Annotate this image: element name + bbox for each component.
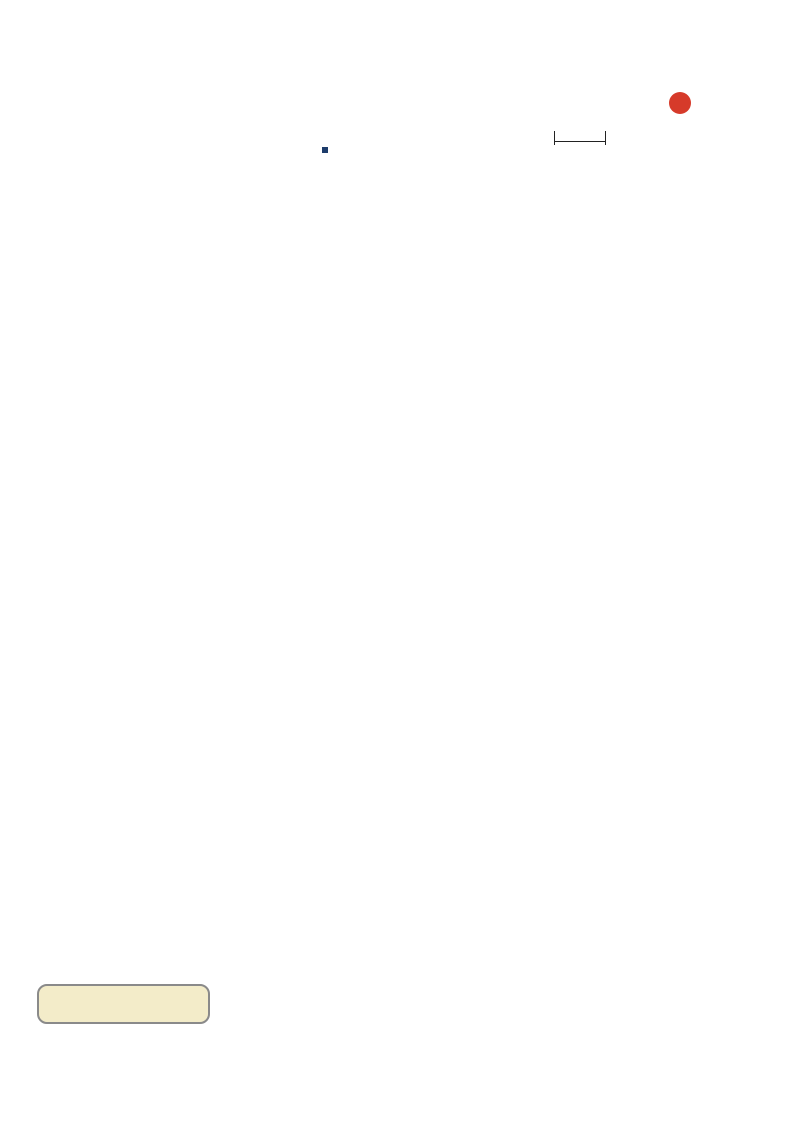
measure-marker — [554, 131, 606, 145]
page-number-badge — [37, 984, 210, 1024]
problem-number-badge — [669, 92, 691, 114]
wooden-board-strip — [322, 147, 328, 153]
